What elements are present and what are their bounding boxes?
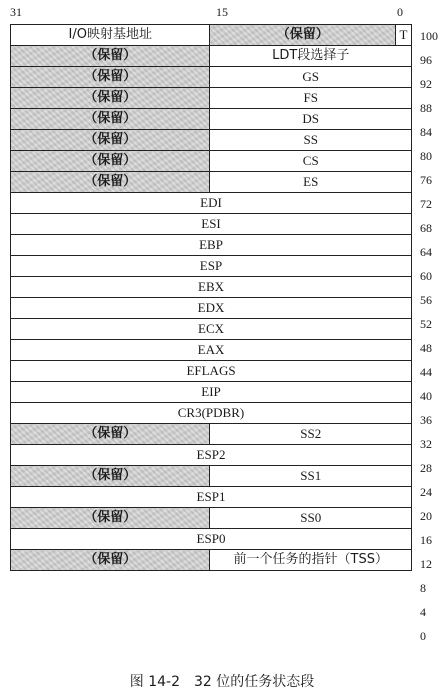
offset-label-12: 12 — [420, 557, 432, 571]
bit-label-15: 15 — [216, 5, 228, 19]
ebp-cell: EBP — [11, 235, 412, 256]
tss-structure-table — [10, 24, 412, 571]
reserved-cell: （保留） — [11, 151, 210, 172]
reserved-cell: （保留） — [11, 88, 210, 109]
offset-label-80: 80 — [420, 149, 432, 163]
offset-label-72: 72 — [420, 197, 432, 211]
offset-label-40: 40 — [420, 389, 432, 403]
ss-cell: SS — [210, 130, 412, 151]
ecx-cell: ECX — [11, 319, 412, 340]
tss-row-64 — [11, 214, 412, 235]
offset-label-68: 68 — [420, 221, 432, 235]
io-map-base-cell: I/O映射基地址 — [11, 25, 210, 46]
offset-label-36: 36 — [420, 413, 432, 427]
offset-label-56: 56 — [420, 293, 432, 307]
tss-row-12 — [11, 487, 412, 508]
bit-label-0: 0 — [397, 5, 403, 19]
offset-label-84: 84 — [420, 125, 432, 139]
tss-row-8 — [11, 508, 412, 529]
tss-row-60 — [11, 235, 412, 256]
offset-label-96: 96 — [420, 53, 432, 67]
reserved-cell: （保留） — [11, 109, 210, 130]
t-bit-cell: T — [395, 25, 411, 46]
cr3-cell: CR3(PDBR) — [11, 403, 412, 424]
previous-task-link-cell: 前一个任务的指针（TSS） — [210, 550, 412, 571]
offset-label-48: 48 — [420, 341, 432, 355]
tss-row-44 — [11, 319, 412, 340]
offset-label-100: 100 — [420, 29, 438, 43]
reserved-cell: （保留） — [11, 550, 210, 571]
offset-label-28: 28 — [420, 461, 432, 475]
ldt-selector-cell: LDT段选择子 — [210, 46, 412, 67]
offset-label-92: 92 — [420, 77, 432, 91]
offset-label-64: 64 — [420, 245, 432, 259]
tss-row-72 — [11, 172, 412, 193]
gs-cell: GS — [210, 67, 412, 88]
tss-row-80 — [11, 130, 412, 151]
eflags-cell: EFLAGS — [11, 361, 412, 382]
eip-cell: EIP — [11, 382, 412, 403]
tss-row-100 — [11, 25, 412, 46]
tss-row-20 — [11, 445, 412, 466]
reserved-cell: （保留） — [11, 466, 210, 487]
reserved-cell: （保留） — [11, 508, 210, 529]
offset-label-88: 88 — [420, 101, 432, 115]
bit-label-31: 31 — [10, 5, 22, 19]
cs-cell: CS — [210, 151, 412, 172]
ss1-cell: SS1 — [210, 466, 412, 487]
reserved-cell: （保留） — [11, 67, 210, 88]
tss-row-68 — [11, 193, 412, 214]
esp-cell: ESP — [11, 256, 412, 277]
figure-caption: 图 14-2 32 位的任务状态段 — [129, 674, 315, 690]
tss-row-92 — [11, 67, 412, 88]
reserved-cell: （保留） — [11, 172, 210, 193]
tss-row-56 — [11, 256, 412, 277]
offset-label-60: 60 — [420, 269, 432, 283]
tss-row-88 — [11, 88, 412, 109]
ds-cell: DS — [210, 109, 412, 130]
tss-row-0 — [11, 550, 412, 571]
tss-row-4 — [11, 529, 412, 550]
esp1-cell: ESP1 — [11, 487, 412, 508]
reserved-cell: （保留） — [11, 424, 210, 445]
tss-row-32 — [11, 382, 412, 403]
offset-label-16: 16 — [420, 533, 432, 547]
offset-label-52: 52 — [420, 317, 432, 331]
offset-label-24: 24 — [420, 485, 432, 499]
tss-row-40 — [11, 340, 412, 361]
tss-row-28 — [11, 403, 412, 424]
tss-row-48 — [11, 298, 412, 319]
esp2-cell: ESP2 — [11, 445, 412, 466]
offset-label-76: 76 — [420, 173, 432, 187]
offset-label-4: 4 — [420, 605, 426, 619]
esi-cell: ESI — [11, 214, 412, 235]
edx-cell: EDX — [11, 298, 412, 319]
eax-cell: EAX — [11, 340, 412, 361]
reserved-cell: （保留） — [11, 46, 210, 67]
tss-row-76 — [11, 151, 412, 172]
ebx-cell: EBX — [11, 277, 412, 298]
tss-row-16 — [11, 466, 412, 487]
offset-label-0: 0 — [420, 629, 426, 643]
fs-cell: FS — [210, 88, 412, 109]
esp0-cell: ESP0 — [11, 529, 412, 550]
offset-label-8: 8 — [420, 581, 426, 595]
tss-row-84 — [11, 109, 412, 130]
offset-label-20: 20 — [420, 509, 432, 523]
tss-row-24 — [11, 424, 412, 445]
reserved-cell: （保留） — [11, 130, 210, 151]
edi-cell: EDI — [11, 193, 412, 214]
tss-row-52 — [11, 277, 412, 298]
tss-row-96 — [11, 46, 412, 67]
ss0-cell: SS0 — [210, 508, 412, 529]
reserved-cell: （保留） — [210, 25, 395, 46]
ss2-cell: SS2 — [210, 424, 412, 445]
es-cell: ES — [210, 172, 412, 193]
tss-row-36 — [11, 361, 412, 382]
offset-label-44: 44 — [420, 365, 432, 379]
offset-label-32: 32 — [420, 437, 432, 451]
